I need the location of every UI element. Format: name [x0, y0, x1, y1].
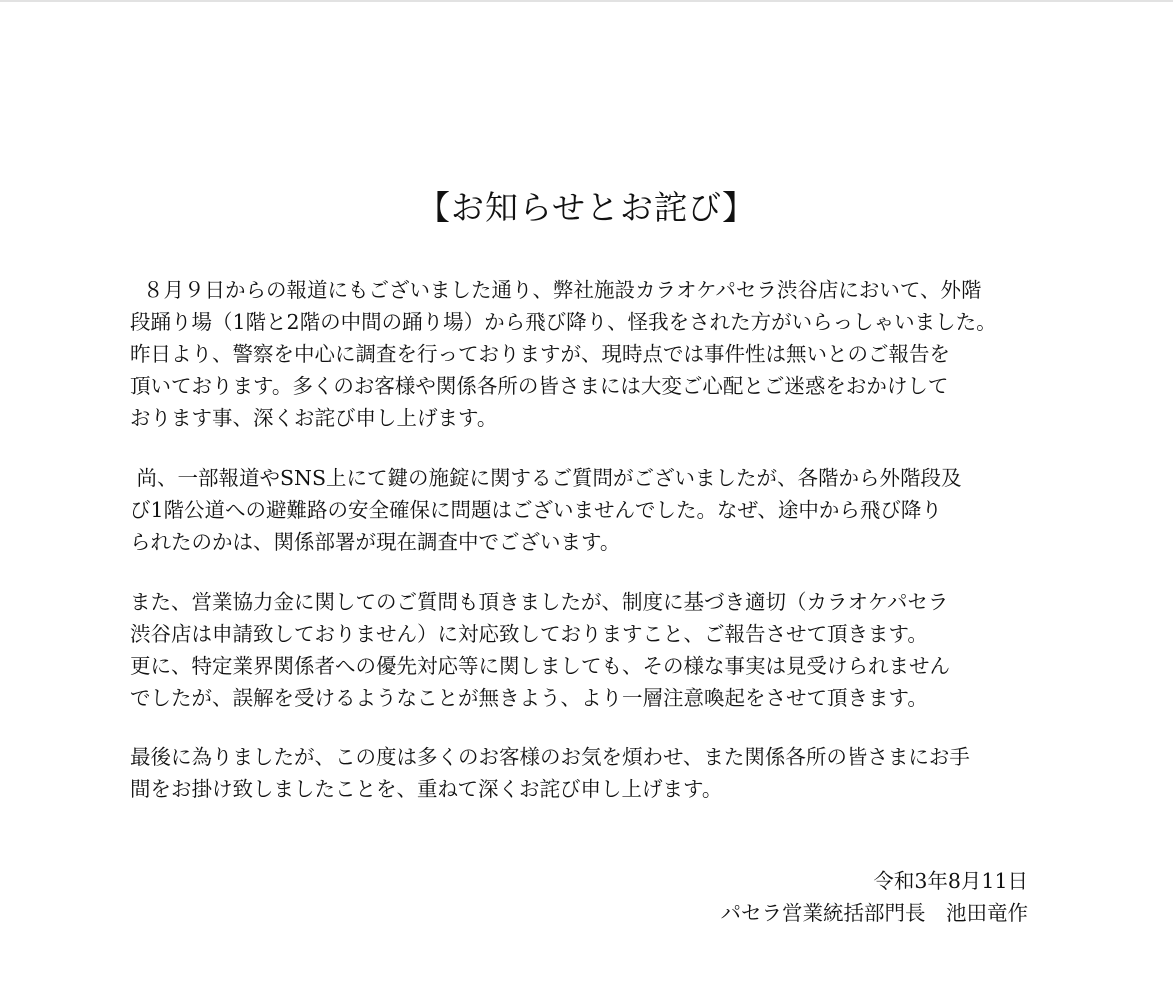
paragraph-line: られたのかは、関係部署が現在調査中でございます。	[130, 530, 621, 554]
paragraph-lock-inquiry	[130, 462, 1050, 558]
paragraph-line: 段踊り場（1階と2階の中間の踊り場）から飛び降り、怪我をされた方がいらっしゃいました。	[130, 310, 997, 334]
paragraph-line: 最後に為りましたが、この度は多くのお客様のお気を煩わせ、また関係各所の皆さまにお手	[130, 745, 970, 769]
signature-name: パセラ営業統括部門長 池田竜作	[720, 901, 1028, 925]
paragraph-subsidy-inquiry	[130, 586, 1050, 714]
paragraph-line: 昨日より、警察を中心に調査を行っておりますが、現時点では事件性は無いとのご報告を	[130, 342, 950, 366]
signature-date: 令和3年8月11日	[873, 869, 1028, 893]
paragraph-closing-apology	[130, 741, 1050, 805]
paragraph-line: おります事、深くお詫び申し上げます。	[130, 406, 498, 430]
paragraph-line: また、営業協力金に関してのご質問も頂きましたが、制度に基づき適切（カラオケパセラ	[130, 590, 949, 614]
paragraph-line: 尚、一部報道やSNS上にて鍵の施錠に関するご質問がございましたが、各階から外階段及	[130, 466, 962, 490]
paragraph-line: でしたが、誤解を受けるようなことが無きよう、より一層注意喚起をさせて頂きます。	[130, 686, 928, 710]
paragraph-line: び1階公道への避難路の安全確保に問題はございませんでした。なぜ、途中から飛び降り	[130, 498, 942, 522]
paragraph-line: 更に、特定業界関係者への優先対応等に関しましても、その様な事実は見受けられません	[130, 654, 950, 678]
paragraph-line: ８月９日からの報道にもございました通り、弊社施設カラオケパセラ渋谷店において、外階	[130, 278, 982, 302]
paragraph-line: 間をお掛け致しましたことを、重ねて深くお詫び申し上げます。	[130, 777, 723, 801]
paragraph-incident-report	[130, 274, 1050, 434]
page-title: 【お知らせとお詫び】	[416, 188, 756, 227]
paragraph-line: 頂いております。多くのお客様や関係各所の皆さまには大変ご心配とご迷惑をおかけして	[130, 374, 949, 398]
paragraph-line: 渋谷店は申請致しておりません）に対応致しておりますこと、ご報告させて頂きます。	[130, 622, 928, 646]
